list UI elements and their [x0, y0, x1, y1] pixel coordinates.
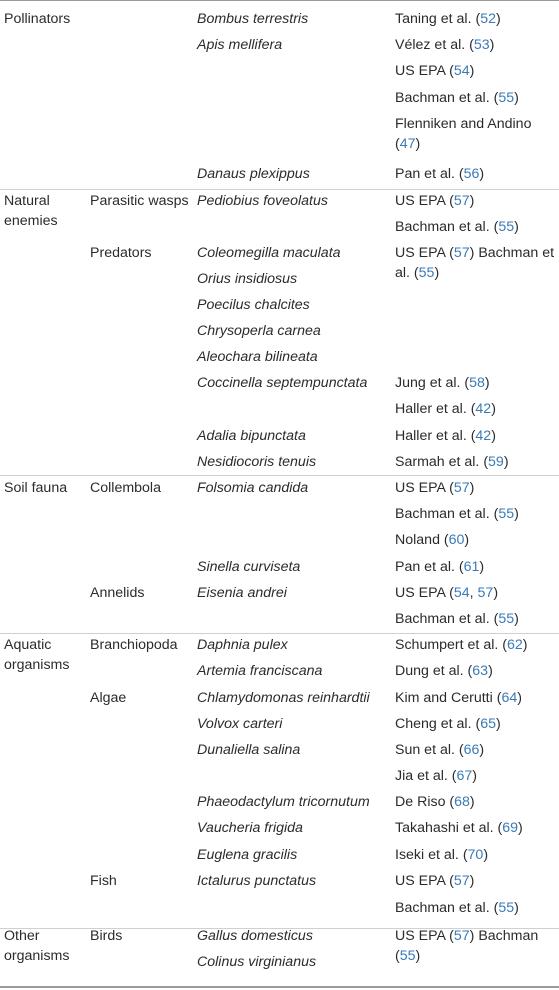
reference-cell	[395, 896, 555, 918]
citation-link[interactable]: 42	[475, 428, 492, 444]
reference-text: )	[479, 742, 485, 758]
reference-text: ) Bachman et al. (	[395, 245, 555, 281]
reference-text: Bachman et al. (	[395, 506, 499, 522]
reference-text: ) Bachman (	[395, 928, 539, 964]
reference-text: )	[517, 690, 522, 706]
species-cell: Apis mellifera	[197, 37, 283, 53]
reference-text: )	[514, 900, 519, 916]
table-bottom-rule	[0, 986, 559, 988]
reference-text: )	[518, 820, 523, 836]
citation-link[interactable]: 60	[448, 532, 465, 548]
reference-text: )	[522, 637, 528, 653]
reference-text: US EPA (	[395, 928, 454, 944]
citation-link[interactable]: 55	[498, 506, 515, 522]
reference-text: )	[503, 454, 509, 470]
reference-cell	[395, 424, 555, 446]
species-cell: Coccinella septempunctata	[197, 375, 368, 391]
species-cell: Nesidiocoris tenuis	[197, 454, 317, 470]
reference-text: Pan et al. (	[395, 559, 464, 575]
citation-link[interactable]: 66	[463, 742, 480, 758]
citation-link[interactable]: 54	[453, 63, 470, 79]
reference-cell	[395, 371, 555, 393]
citation-link[interactable]: 42	[475, 401, 492, 417]
citation-link[interactable]: 54	[453, 585, 470, 601]
reference-text: Noland (	[395, 532, 449, 548]
subgroup-cell: Branchiopoda	[90, 637, 178, 653]
reference-cell	[395, 215, 555, 237]
category-cell: Other organisms	[4, 928, 70, 964]
reference-text: )	[514, 90, 519, 106]
subgroup-cell: Predators	[90, 245, 152, 261]
reference-cell	[395, 528, 555, 550]
citation-link[interactable]: 55	[498, 90, 515, 106]
reference-text: Sun et al. (	[395, 742, 464, 758]
reference-cell	[395, 816, 555, 838]
citation-link[interactable]: 61	[463, 559, 480, 575]
citation-link[interactable]: 67	[456, 768, 473, 784]
reference-text: Bachman et al. (	[395, 219, 499, 235]
reference-text: )	[469, 873, 475, 889]
reference-cell	[395, 162, 555, 184]
reference-cell	[395, 764, 555, 786]
reference-cell	[395, 738, 555, 760]
species-cell: Adalia bipunctata	[197, 428, 306, 444]
reference-cell	[395, 712, 555, 734]
subgroup-cell: Parasitic wasps	[90, 193, 189, 209]
reference-cell	[395, 843, 555, 865]
species-cell: Pediobius foveolatus	[197, 193, 328, 209]
category-cell: Soil fauna	[4, 480, 68, 496]
reference-text: Haller et al. (	[395, 401, 476, 417]
reference-cell	[395, 397, 555, 419]
reference-text: )	[472, 768, 478, 784]
reference-cell	[395, 241, 555, 283]
reference-text: )	[495, 11, 501, 27]
reference-cell	[395, 790, 555, 812]
reference-cell	[395, 555, 555, 577]
reference-text: )	[491, 401, 496, 417]
citation-link[interactable]: 63	[472, 663, 489, 679]
citation-link[interactable]: 52	[480, 11, 496, 27]
category-cell: Pollinators	[4, 11, 71, 27]
reference-text: )	[464, 532, 470, 548]
citation-link[interactable]: 64	[501, 690, 518, 706]
reference-cell	[395, 924, 555, 966]
species-cell: Chrysoperla carnea	[197, 323, 321, 339]
reference-cell	[395, 7, 555, 29]
reference-text: Takahashi et al. (	[395, 820, 503, 836]
citation-link[interactable]: 69	[502, 820, 519, 836]
reference-text: De Riso (	[395, 794, 455, 810]
category-cell: Natural enemies	[4, 193, 58, 229]
species-cell: Gallus domesticus	[197, 928, 313, 944]
species-cell: Vaucheria frigida	[197, 820, 303, 836]
species-cell: Daphnia pulex	[197, 637, 288, 653]
citation-link[interactable]: 70	[467, 847, 484, 863]
reference-cell	[395, 607, 555, 629]
reference-text: Schumpert et al. (	[395, 637, 507, 653]
citation-link[interactable]: 57	[477, 585, 494, 601]
reference-text: )	[469, 794, 475, 810]
reference-cell	[395, 502, 555, 524]
reference-text: ,	[469, 585, 478, 601]
citation-link[interactable]: 55	[498, 900, 515, 916]
subgroup-cell: Collembola	[90, 480, 161, 496]
reference-text: US EPA (	[395, 873, 454, 889]
citation-link[interactable]: 55	[418, 265, 435, 281]
reference-text: Taning et al. (	[395, 11, 481, 27]
reference-text: )	[434, 265, 440, 281]
citation-link[interactable]: 68	[454, 794, 470, 810]
reference-cell	[395, 581, 555, 603]
citation-link[interactable]: 57	[453, 193, 470, 209]
reference-text: )	[469, 63, 475, 79]
citation-link[interactable]: 58	[469, 375, 485, 391]
reference-text: Kim and Cerutti (	[395, 690, 502, 706]
species-cell: Euglena gracilis	[197, 847, 298, 863]
citation-link[interactable]: 53	[473, 37, 490, 53]
citation-link[interactable]: 62	[506, 637, 523, 653]
reference-text: Bachman et al. (	[395, 900, 499, 916]
reference-cell	[395, 450, 555, 472]
reference-text: Vélez et al. (	[395, 37, 474, 53]
species-cell: Eisenia andrei	[197, 585, 287, 601]
reference-cell	[395, 633, 555, 655]
reference-text: Sarmah et al. (	[395, 454, 489, 470]
species-cell: Aleochara bilineata	[197, 349, 318, 365]
reference-text: )	[489, 37, 495, 53]
species-cell: Colinus virginianus	[197, 954, 317, 970]
reference-text: Cheng et al. (	[395, 716, 481, 732]
species-cell: Phaeodactylum tricornutum	[197, 794, 370, 810]
reference-text: Jia et al. (	[395, 768, 457, 784]
citation-link[interactable]: 57	[453, 480, 470, 496]
reference-text: Jung et al. (	[395, 375, 470, 391]
subgroup-cell: Algae	[90, 690, 127, 706]
reference-text: Flenniken and Andino (	[395, 116, 532, 152]
reference-text: )	[415, 948, 421, 964]
species-cell: Ictalurus punctatus	[197, 873, 317, 889]
reference-cell	[395, 59, 555, 81]
species-cell: Volvox carteri	[197, 716, 283, 732]
species-cell: Bombus terrestris	[197, 11, 309, 27]
subgroup-cell: Birds	[90, 928, 123, 944]
reference-text: Iseki et al. (	[395, 847, 468, 863]
reference-text: )	[488, 663, 493, 679]
reference-cell	[395, 112, 555, 154]
reference-cell	[395, 189, 555, 211]
citation-link[interactable]: 55	[399, 948, 416, 964]
citation-link[interactable]: 57	[453, 928, 470, 944]
reference-text: Bachman et al. (	[395, 611, 499, 627]
reference-text: )	[493, 585, 499, 601]
reference-text: Pan et al. (	[395, 166, 464, 182]
reference-text: )	[469, 480, 475, 496]
species-cell: Coleomegilla maculata	[197, 245, 341, 261]
reference-text: )	[514, 506, 519, 522]
reference-text: )	[514, 219, 519, 235]
reference-text: Bachman et al. (	[395, 90, 499, 106]
reference-text: )	[491, 428, 496, 444]
species-cell: Dunaliella salina	[197, 742, 301, 758]
citation-link[interactable]: 57	[453, 245, 470, 261]
reference-text: US EPA (	[395, 193, 454, 209]
reference-text: )	[514, 611, 519, 627]
species-cell: Sinella curviseta	[197, 559, 301, 575]
reference-cell	[395, 686, 555, 708]
table-top-rule	[0, 0, 559, 1]
reference-text: )	[483, 847, 489, 863]
citation-link[interactable]: 65	[480, 716, 496, 732]
citation-link[interactable]: 57	[453, 873, 470, 889]
species-cell: Orius insidiosus	[197, 271, 298, 287]
reference-cell	[395, 476, 555, 498]
citation-link[interactable]: 55	[498, 611, 515, 627]
reference-text: )	[495, 716, 501, 732]
reference-text: Haller et al. (	[395, 428, 476, 444]
reference-text: US EPA (	[395, 63, 454, 79]
reference-cell	[395, 659, 555, 681]
reference-text: Dung et al. (	[395, 663, 473, 679]
reference-text: US EPA (	[395, 245, 454, 261]
subgroup-cell: Fish	[90, 873, 117, 889]
species-cell: Danaus plexippus	[197, 166, 310, 182]
species-cell: Poecilus chalcites	[197, 297, 310, 313]
category-cell: Aquatic organisms	[4, 637, 70, 673]
reference-text: )	[479, 166, 485, 182]
reference-cell	[395, 33, 555, 55]
reference-text: )	[484, 375, 490, 391]
reference-text: )	[415, 136, 421, 152]
citation-link[interactable]: 47	[399, 136, 416, 152]
reference-text: US EPA (	[395, 480, 454, 496]
reference-text: )	[469, 193, 475, 209]
reference-text: US EPA (	[395, 585, 454, 601]
citation-link[interactable]: 59	[488, 454, 504, 470]
citation-link[interactable]: 55	[498, 219, 515, 235]
citation-link[interactable]: 56	[463, 166, 480, 182]
species-cell: Folsomia candida	[197, 480, 309, 496]
reference-text: )	[479, 559, 485, 575]
reference-cell	[395, 86, 555, 108]
species-cell: Artemia franciscana	[197, 663, 323, 679]
species-cell: Chlamydomonas reinhardtii	[197, 690, 370, 706]
reference-cell	[395, 869, 555, 891]
subgroup-cell: Annelids	[90, 585, 145, 601]
